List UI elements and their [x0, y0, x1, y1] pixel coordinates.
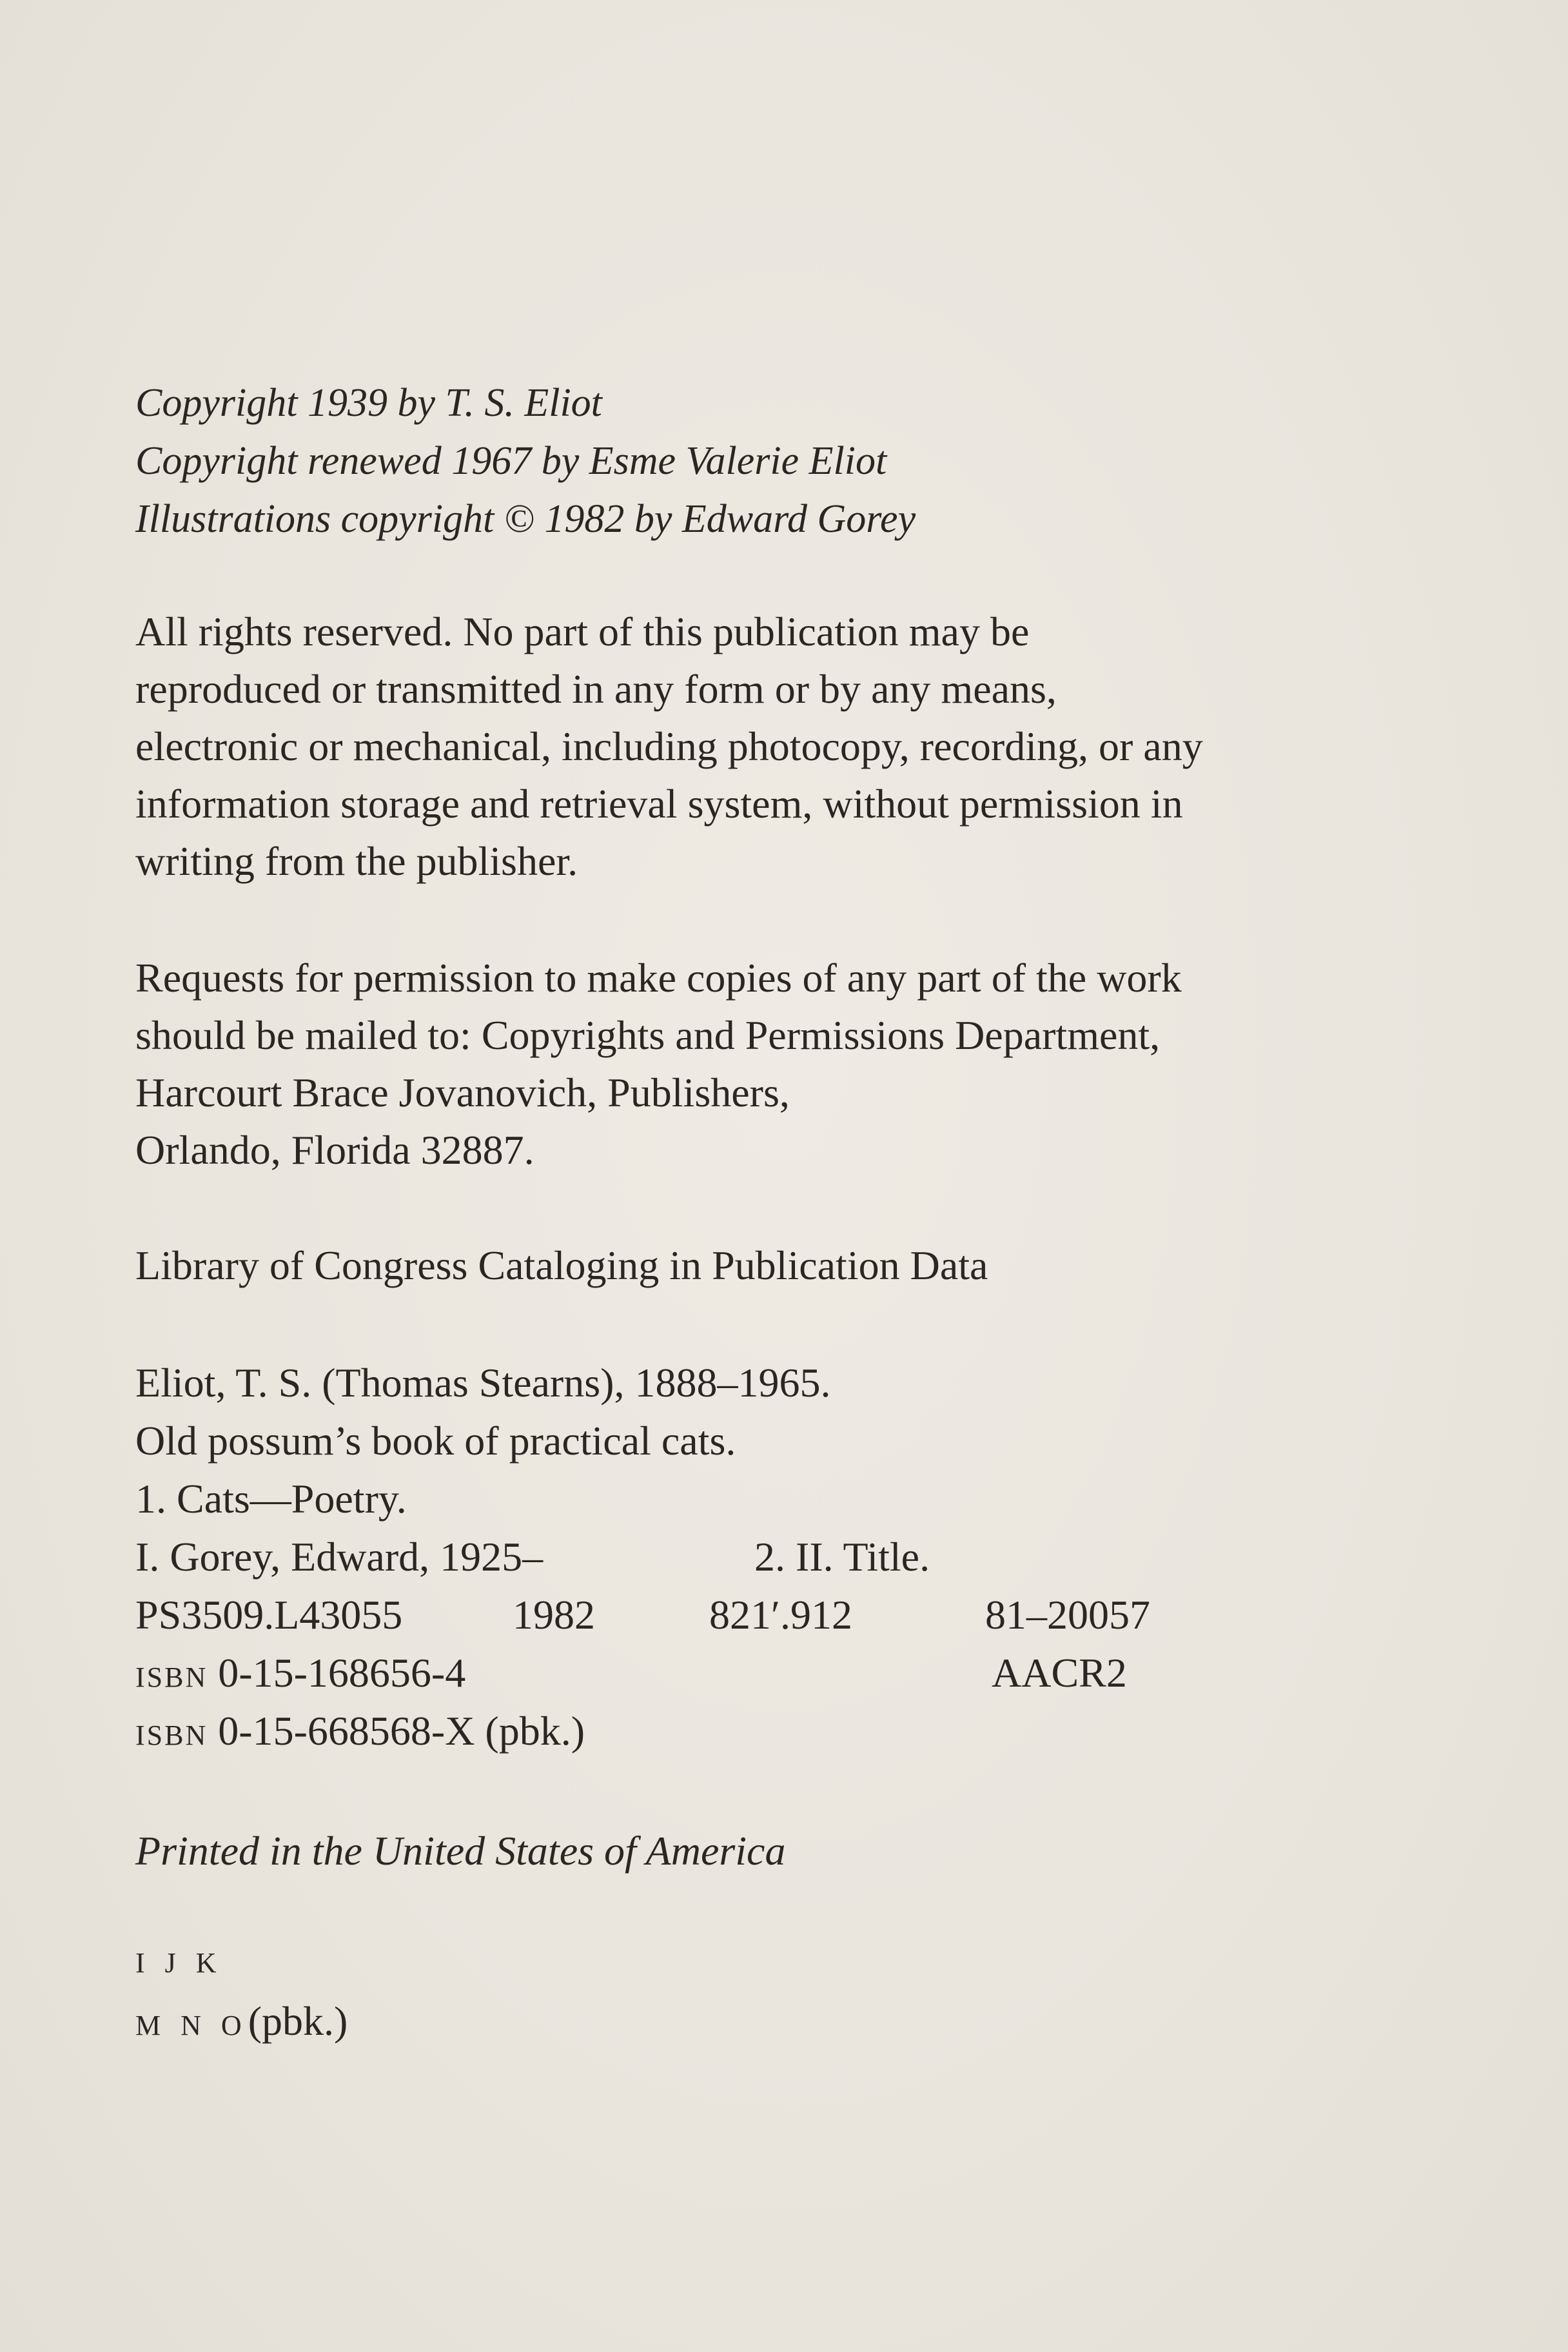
- printing-code-letters: M N O: [135, 2010, 248, 2041]
- cip-classification-row: [135, 1586, 1522, 1644]
- isbn-label: ISBN: [135, 1720, 208, 1751]
- copyright-line: Copyright 1939 by T. S. Eliot: [135, 381, 602, 425]
- publisher-name-line: Harcourt Brace Jovanovich, Publishers,: [135, 1070, 790, 1115]
- cip-isbn-paperback-row: [135, 1702, 1522, 1760]
- cip-dewey: 821′.912: [709, 1592, 852, 1638]
- isbn-number: 0-15-168656-4: [218, 1650, 466, 1696]
- publisher-address-line: Orlando, Florida 32887.: [135, 1127, 534, 1173]
- cip-isbn-paperback: [135, 1702, 585, 1760]
- isbn-number: 0-15-668568-X (pbk.): [218, 1708, 585, 1754]
- isbn-label: ISBN: [135, 1661, 208, 1693]
- cip-isbn-row: [135, 1644, 1522, 1702]
- cip-cataloging-rules: AACR2: [992, 1650, 1127, 1696]
- cip-added-entry-author: I. Gorey, Edward, 1925–: [135, 1534, 544, 1580]
- cip-call-number: PS3509.L43055: [135, 1592, 403, 1638]
- cip-author: Eliot, T. S. (Thomas Stearns), 1888–1965.: [135, 1360, 831, 1406]
- printing-code-suffix: (pbk.): [248, 1998, 348, 2044]
- cip-title: Old possum’s book of practical cats.: [135, 1418, 736, 1464]
- cip-added-entry-title: 2. II. Title.: [754, 1534, 930, 1580]
- cip-added-entries-row: [135, 1528, 1522, 1586]
- rights-reserved-paragraph: [135, 603, 1522, 890]
- cip-year: 1982: [513, 1592, 595, 1638]
- rights-line: electronic or mechanical, including photocopy, recording, or any: [135, 723, 1203, 769]
- printing-code-hardcover: I J K: [135, 1947, 223, 1979]
- copyright-notice: [135, 374, 1522, 548]
- printed-in-notice: Printed in the United States of America: [135, 1828, 786, 1874]
- permissions-request-paragraph: [135, 949, 1522, 1179]
- illustrations-copyright-line: Illustrations copyright © 1982 by Edward Gorey: [135, 497, 916, 541]
- cip-data: [135, 1354, 1522, 1760]
- cip-lccn: 81–20057: [985, 1592, 1150, 1638]
- rights-line: All rights reserved. No part of this publication may be: [135, 609, 1030, 654]
- rights-line: reproduced or transmitted in any form or by any means,: [135, 666, 1057, 712]
- printing-code-paperback: [135, 1992, 1522, 2055]
- rights-line: writing from the publisher.: [135, 838, 578, 884]
- requests-line: Requests for permission to make copies of any part of the work: [135, 955, 1182, 1001]
- requests-line: should be mailed to: Copyrights and Permissions Department,: [135, 1012, 1161, 1058]
- rights-line: information storage and retrieval system, without permission in: [135, 781, 1183, 827]
- loc-heading: Library of Congress Cataloging in Publication Data: [135, 1242, 988, 1288]
- printing-codes: [135, 1934, 1522, 2055]
- cip-subject: 1. Cats—Poetry.: [135, 1476, 407, 1522]
- copyright-renewed-line: Copyright renewed 1967 by Esme Valerie Eliot: [135, 439, 887, 483]
- cip-isbn-hardcover: [135, 1644, 992, 1702]
